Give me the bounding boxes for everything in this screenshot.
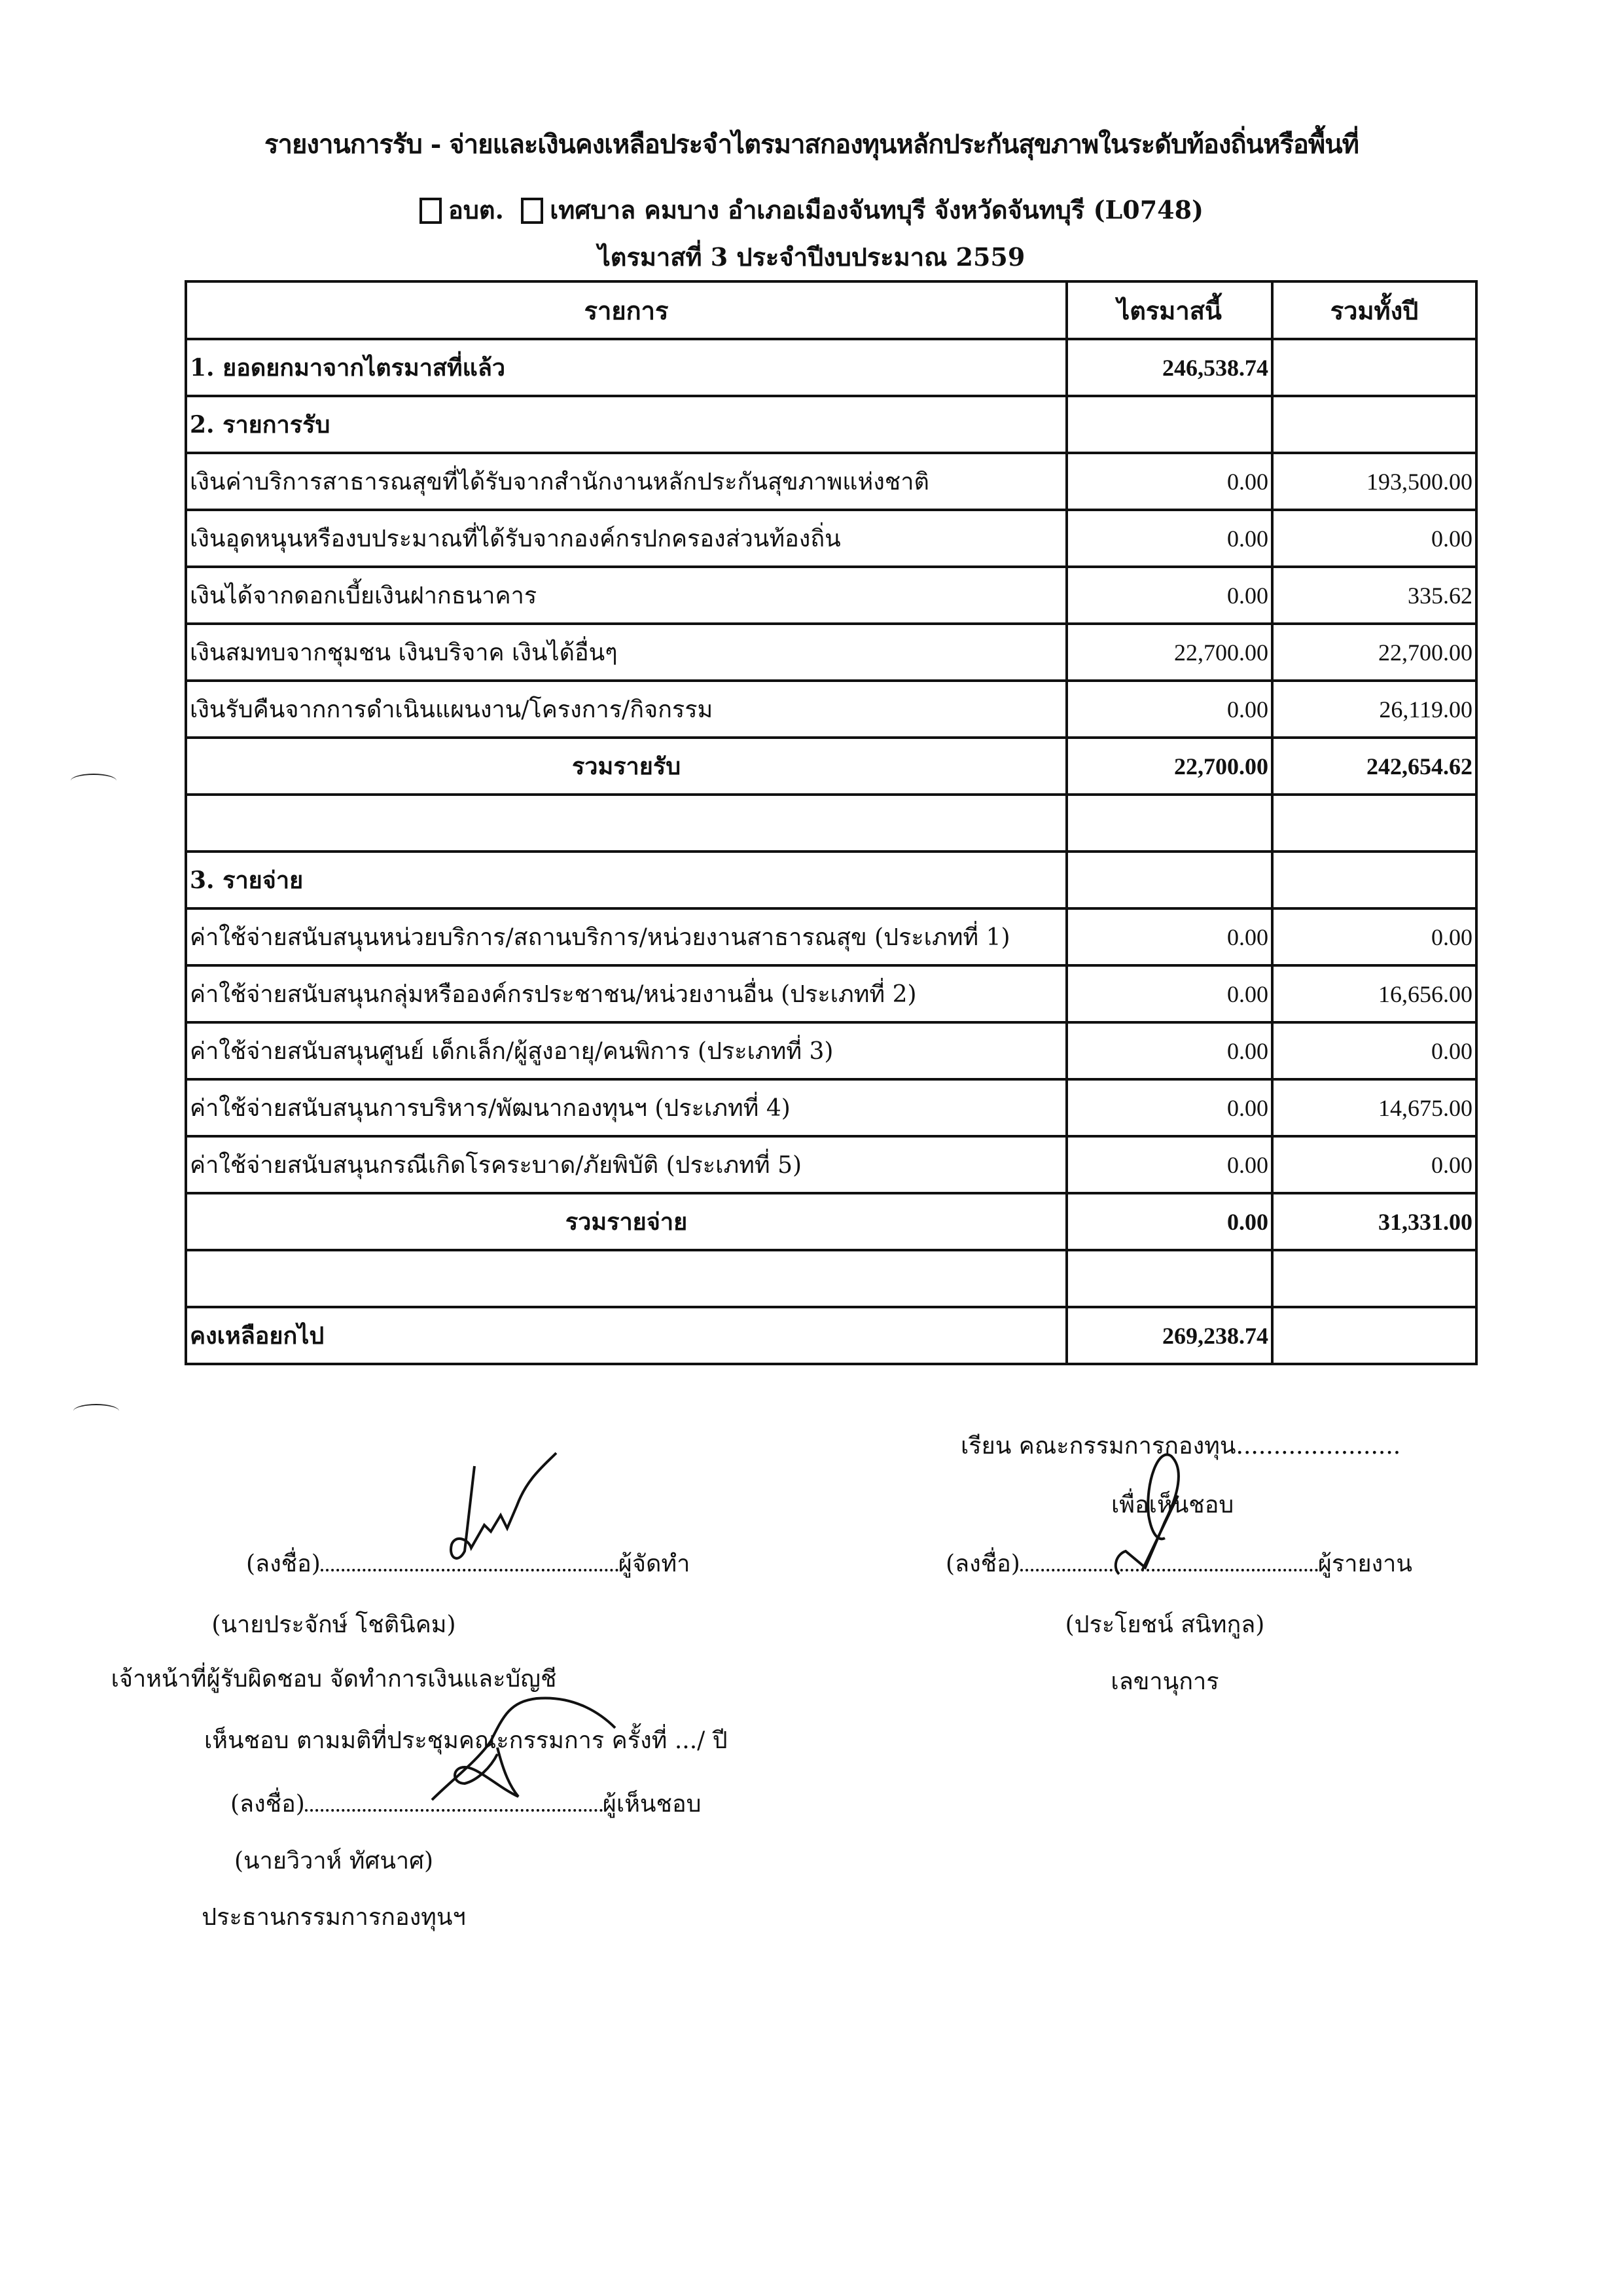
row-label: 3. รายจ่าย (186, 852, 1067, 908)
report-title: รายงานการรับ - จ่ายและเงินคงเหลือประจำไตรมาสกองทุนหลักประกันสุขภาพในระดับท้องถิ่นหรือพื้นที่ (264, 129, 1359, 160)
year-total-value: 242,654.62 (1272, 738, 1476, 795)
year-total-value (1272, 1250, 1476, 1307)
total-row (186, 1193, 1476, 1250)
section-header-row (186, 852, 1476, 908)
to-dots: ...................... (1236, 1433, 1401, 1460)
this-quarter-value: 246,538.74 (1067, 339, 1272, 396)
table-row (186, 908, 1476, 965)
punch-hole-mark (71, 774, 116, 788)
this-quarter-value: 0.00 (1067, 908, 1272, 965)
punch-hole-mark (73, 1404, 119, 1418)
organization-line (0, 190, 1623, 230)
year-total-value: 22,700.00 (1272, 624, 1476, 681)
preparer-name: (นายประจักษ์ โชตินิคม) (211, 1611, 456, 1638)
approver-role: ผู้เห็นชอบ (602, 1791, 702, 1818)
preparer-role: ผู้จัดทำ (618, 1551, 690, 1577)
this-quarter-value: 22,700.00 (1067, 624, 1272, 681)
year-total-value (1272, 1307, 1476, 1364)
row-label: คงเหลือยกไป (186, 1307, 1067, 1364)
year-total-value: 14,675.00 (1272, 1079, 1476, 1136)
row-label: รวมรายรับ (186, 738, 1067, 795)
this-quarter-value (1067, 396, 1272, 453)
year-total-value: 16,656.00 (1272, 965, 1476, 1022)
year-total-value: 0.00 (1272, 510, 1476, 567)
row-label: ค่าใช้จ่ายสนับสนุนการบริหาร/พัฒนากองทุนฯ (ประเภทที่ 4) (186, 1079, 1067, 1136)
row-label: เงินอุดหนุนหรืองบประมาณที่ได้รับจากองค์กรปกครองส่วนท้องถิ่น (186, 510, 1067, 567)
reporter-name: (ประโยชน์ สนิทกูล) (1065, 1611, 1265, 1638)
org-option-sao-label: อบต. (448, 195, 504, 224)
blank-row (186, 1250, 1476, 1307)
this-quarter-value: 22,700.00 (1067, 738, 1272, 795)
year-total-value (1272, 852, 1476, 908)
this-quarter-value: 0.00 (1067, 965, 1272, 1022)
total-row (186, 738, 1476, 795)
this-quarter-value: 0.00 (1067, 453, 1272, 510)
this-quarter-value: 0.00 (1067, 567, 1272, 624)
row-label: 2. รายการรับ (186, 396, 1067, 453)
row-label: ค่าใช้จ่ายสนับสนุนกรณีเกิดโรคระบาด/ภัยพิบัติ (ประเภทที่ 5) (186, 1136, 1067, 1193)
row-label: ค่าใช้จ่ายสนับสนุนกลุ่มหรือองค์กรประชาชน/หน่วยงานอื่น (ประเภทที่ 2) (186, 965, 1067, 1022)
table-row (186, 1079, 1476, 1136)
approval-note: เห็นชอบ ตามมติที่ประชุมคณะกรรมการ ครั้งที่ .../ ปี (204, 1727, 728, 1754)
row-label (186, 1250, 1067, 1307)
this-quarter-value (1067, 1250, 1272, 1307)
year-total-value (1272, 396, 1476, 453)
table-row (186, 510, 1476, 567)
checkbox-sao[interactable] (419, 198, 442, 224)
this-quarter-value: 0.00 (1067, 510, 1272, 567)
reporter-role: ผู้รายงาน (1317, 1551, 1412, 1577)
this-quarter-value: 0.00 (1067, 1136, 1272, 1193)
column-header-year-total: รวมทั้งปี (1272, 281, 1476, 339)
year-total-value: 0.00 (1272, 1022, 1476, 1079)
table-row (186, 1136, 1476, 1193)
reporter-sign-line (946, 1545, 1412, 1582)
report-period: ไตรมาสที่ 3 ประจำปีงบประมาณ 2559 (597, 242, 1026, 272)
row-label: เงินสมทบจากชุมชน เงินบริจาค เงินได้อื่นๆ (186, 624, 1067, 681)
table-row (186, 453, 1476, 510)
table-header-row (186, 281, 1476, 339)
row-label: 1. ยอดยกมาจากไตรมาสที่แล้ว (186, 339, 1067, 396)
this-quarter-value: 0.00 (1067, 1193, 1272, 1250)
year-total-value: 335.62 (1272, 567, 1476, 624)
row-label: เงินค่าบริการสาธารณสุขที่ได้รับจากสำนักงานหลักประกันสุขภาพแห่งชาติ (186, 453, 1067, 510)
table-row (186, 681, 1476, 738)
this-quarter-value (1067, 852, 1272, 908)
row-label: ค่าใช้จ่ายสนับสนุนหน่วยบริการ/สถานบริการ/หน่วยงานสาธารณสุข (ประเภทที่ 1) (186, 908, 1067, 965)
this-quarter-value: 269,238.74 (1067, 1307, 1272, 1364)
this-quarter-value (1067, 795, 1272, 852)
section-header-row (186, 396, 1476, 453)
year-total-value: 31,331.00 (1272, 1193, 1476, 1250)
preparer-signature (412, 1453, 582, 1571)
to-label: เรียน คณะกรรมการกองทุน (961, 1433, 1236, 1460)
this-quarter-value: 0.00 (1067, 1022, 1272, 1079)
this-quarter-value: 0.00 (1067, 681, 1272, 738)
year-total-value: 26,119.00 (1272, 681, 1476, 738)
preparer-position: เจ้าหน้าที่ผู้รับผิดชอบ จัดทำการเงินและบัญชี (111, 1666, 557, 1693)
table-row (186, 339, 1476, 396)
table-row (186, 567, 1476, 624)
year-total-value (1272, 339, 1476, 396)
row-label: เงินได้จากดอกเบี้ยเงินฝากธนาคาร (186, 567, 1067, 624)
org-option-municipality-label: เทศบาล คมบาง อำเภอเมืองจันทบุรี จังหวัดจันทบุรี (L0748) (550, 195, 1204, 224)
sign-prefix: (ลงชื่อ) (246, 1551, 321, 1577)
approver-sign-line (230, 1785, 701, 1822)
table-row (186, 965, 1476, 1022)
row-label: รวมรายจ่าย (186, 1193, 1067, 1250)
column-header-item: รายการ (186, 281, 1067, 339)
row-label: ค่าใช้จ่ายสนับสนุนศูนย์ เด็กเล็ก/ผู้สูงอายุ/คนพิการ (ประเภทที่ 3) (186, 1022, 1067, 1079)
table-row (186, 624, 1476, 681)
sign-prefix: (ลงชื่อ) (946, 1551, 1020, 1577)
table-row (186, 1022, 1476, 1079)
blank-row (186, 795, 1476, 852)
column-header-this-quarter: ไตรมาสนี้ (1067, 281, 1272, 339)
checkbox-municipality[interactable] (521, 198, 543, 224)
year-total-value: 193,500.00 (1272, 453, 1476, 510)
year-total-value: 0.00 (1272, 908, 1476, 965)
this-quarter-value: 0.00 (1067, 1079, 1272, 1136)
row-label: เงินรับคืนจากการดำเนินแผนงาน/โครงการ/กิจกรรม (186, 681, 1067, 738)
income-expense-table (185, 280, 1478, 1365)
sign-prefix: (ลงชื่อ) (230, 1791, 305, 1818)
table-row (186, 1307, 1476, 1364)
year-total-value (1272, 795, 1476, 852)
row-label (186, 795, 1067, 852)
reporter-position: เลขานุการ (1111, 1668, 1219, 1695)
year-total-value: 0.00 (1272, 1136, 1476, 1193)
reporter-purpose: เพื่อเห็นชอบ (1111, 1492, 1234, 1518)
approver-position: ประธานกรรมการกองทุนฯ (202, 1904, 466, 1931)
approver-name: (นายวิวาห์ ทัศนาศ) (234, 1848, 434, 1874)
